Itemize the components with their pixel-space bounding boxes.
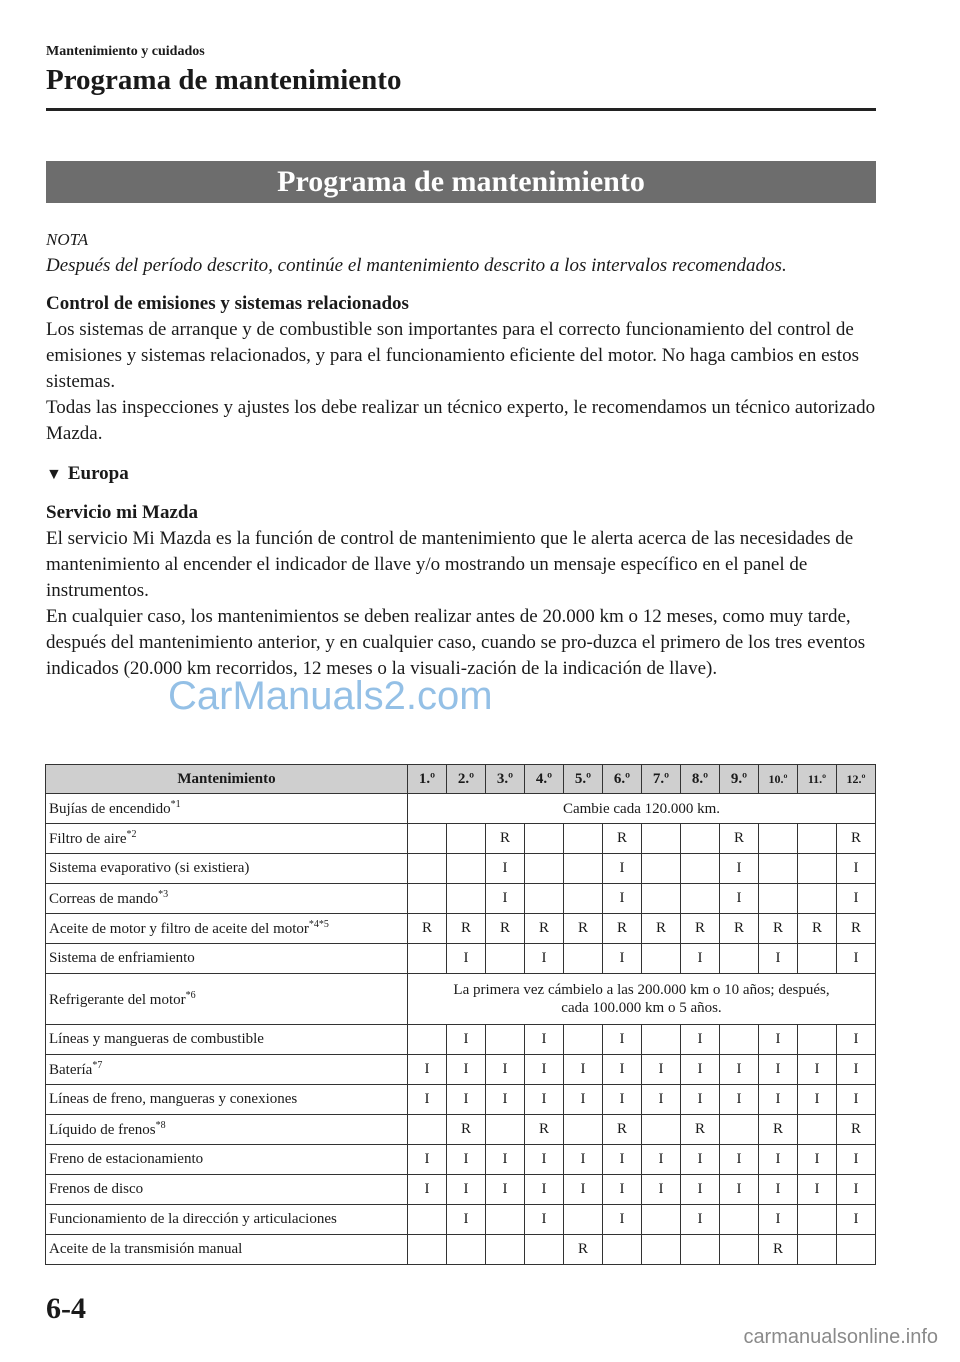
interval-cell: I (681, 944, 720, 974)
interval-cell (564, 1115, 603, 1145)
interval-cell: I (525, 1025, 564, 1055)
row-item (46, 824, 408, 854)
interval-cell (408, 1025, 447, 1055)
interval-cell: I (759, 1025, 798, 1055)
interval-cell (798, 854, 837, 884)
servicio-paragraph-2: En cualquier caso, los mantenimientos se deben realizar antes de 20.000 km o 12 meses, como muy tarde, después del mantenimiento anterior, y en cualquier caso, cuando se pro-duzca el primero de los tres eventos indicados (20.000 km recorridos, 12 meses o la visuali-zación de la indicación de llave). (46, 606, 866, 679)
interval-cell: R (447, 914, 486, 944)
interval-cell: R (603, 1115, 642, 1145)
row-item-label: Batería (49, 1062, 93, 1078)
table-row (46, 1055, 876, 1085)
row-item-label: Refrigerante del motor (49, 991, 186, 1008)
interval-cell (642, 1115, 681, 1145)
interval-cell (525, 854, 564, 884)
interval-cell: R (564, 914, 603, 944)
section-label: Mantenimiento y cuidados (46, 44, 205, 59)
interval-cell: I (447, 1025, 486, 1055)
span-note-line: cada 100.000 km o 5 años. (561, 1000, 722, 1016)
interval-cell: I (525, 1055, 564, 1085)
interval-cell (642, 884, 681, 914)
body-text (46, 227, 876, 682)
interval-cell: R (681, 1115, 720, 1145)
row-item (46, 1175, 408, 1205)
interval-cell: R (525, 914, 564, 944)
interval-cell (759, 824, 798, 854)
interval-cell: R (837, 824, 876, 854)
section-banner: Programa de mantenimiento (46, 161, 876, 203)
table-row (46, 914, 876, 944)
emissions-heading: Control de emisiones y sistemas relacionados (46, 293, 409, 314)
heading-divider (46, 108, 876, 111)
table-body (46, 794, 876, 1265)
interval-cell: I (447, 1145, 486, 1175)
interval-cell (486, 1205, 525, 1235)
interval-cell: I (447, 1175, 486, 1205)
interval-cell (720, 1235, 759, 1265)
interval-cell: I (564, 1085, 603, 1115)
interval-cell: I (837, 1085, 876, 1115)
interval-cell: I (720, 884, 759, 914)
interval-cell: I (525, 1085, 564, 1115)
row-item (46, 854, 408, 884)
interval-cell: I (486, 1175, 525, 1205)
row-span-note (408, 794, 876, 824)
interval-cell: R (642, 914, 681, 944)
row-item (46, 1235, 408, 1265)
row-item (46, 794, 408, 824)
interval-cell: R (408, 914, 447, 944)
header-interval: 9.º (720, 765, 759, 794)
interval-cell: I (408, 1085, 447, 1115)
row-item-label: Líneas y mangueras de combustible (49, 1031, 264, 1047)
interval-cell: I (720, 1055, 759, 1085)
row-item (46, 1145, 408, 1175)
row-item (46, 1085, 408, 1115)
interval-cell: R (681, 914, 720, 944)
row-item (46, 974, 408, 1025)
interval-cell: I (603, 884, 642, 914)
interval-cell: I (759, 1055, 798, 1085)
interval-cell (525, 824, 564, 854)
table-row (46, 854, 876, 884)
interval-cell (681, 884, 720, 914)
nota-text: Después del período descrito, continúe el mantenimiento descrito a los intervalos recomendados. (46, 255, 787, 276)
interval-cell (642, 944, 681, 974)
interval-cell (798, 824, 837, 854)
table-row (46, 944, 876, 974)
interval-cell: I (486, 884, 525, 914)
interval-cell (564, 1025, 603, 1055)
interval-cell: R (603, 914, 642, 944)
interval-cell: R (837, 914, 876, 944)
span-note-line: La primera vez cámbielo a las 200.000 km o 10 años; después, (453, 982, 830, 998)
interval-cell: R (486, 824, 525, 854)
interval-cell: I (837, 854, 876, 884)
interval-cell (681, 824, 720, 854)
servicio-heading: Servicio mi Mazda (46, 502, 198, 523)
interval-cell: I (525, 1175, 564, 1205)
interval-cell (447, 884, 486, 914)
interval-cell (408, 884, 447, 914)
europa-heading (46, 461, 876, 488)
interval-cell: I (642, 1085, 681, 1115)
header-item: Mantenimiento (46, 765, 408, 794)
interval-cell (408, 854, 447, 884)
header-interval: 12.º (837, 765, 876, 794)
interval-cell (642, 1235, 681, 1265)
interval-cell: I (837, 1055, 876, 1085)
row-span-note (408, 974, 876, 1025)
interval-cell: I (642, 1175, 681, 1205)
table-row (46, 1175, 876, 1205)
interval-cell (408, 1205, 447, 1235)
interval-cell: I (603, 854, 642, 884)
interval-cell (408, 824, 447, 854)
interval-cell: I (837, 1205, 876, 1235)
table-header-row (46, 765, 876, 794)
header-interval: 8.º (681, 765, 720, 794)
interval-cell (798, 884, 837, 914)
interval-cell (408, 944, 447, 974)
row-item (46, 1205, 408, 1235)
interval-cell (447, 854, 486, 884)
interval-cell (798, 1115, 837, 1145)
interval-cell: I (681, 1145, 720, 1175)
table-row (46, 794, 876, 824)
interval-cell: I (447, 1085, 486, 1115)
interval-cell (564, 854, 603, 884)
row-item-label: Frenos de disco (49, 1181, 144, 1197)
interval-cell: R (603, 824, 642, 854)
servicio-paragraph-1: El servicio Mi Mazda es la función de control de mantenimiento que le alerta acerca de las necesidades de mantenimiento al encender el indicador de llave y/o mostrando un mensaje específico en el panel de instrumentos. (46, 528, 854, 601)
interval-cell: I (798, 1175, 837, 1205)
row-item-footnote: *7 (92, 1060, 103, 1071)
interval-cell (564, 884, 603, 914)
header-interval: 10.º (759, 765, 798, 794)
interval-cell: I (603, 1025, 642, 1055)
interval-cell: R (525, 1115, 564, 1145)
table-row (46, 1085, 876, 1115)
interval-cell: I (564, 1145, 603, 1175)
interval-cell (798, 1025, 837, 1055)
interval-cell (447, 824, 486, 854)
interval-cell: I (720, 854, 759, 884)
header-interval: 6.º (603, 765, 642, 794)
interval-cell: R (759, 1115, 798, 1145)
interval-cell: I (525, 1145, 564, 1175)
interval-cell: R (798, 914, 837, 944)
interval-cell: I (447, 1055, 486, 1085)
interval-cell: I (720, 1085, 759, 1115)
interval-cell (798, 1235, 837, 1265)
row-item (46, 884, 408, 914)
interval-cell: I (837, 944, 876, 974)
row-item-label: Freno de estacionamiento (49, 1151, 204, 1167)
interval-cell: I (642, 1145, 681, 1175)
interval-cell: I (564, 1055, 603, 1085)
table-row (46, 1115, 876, 1145)
emissions-paragraph-1: Los sistemas de arranque y de combustible son importantes para el correcto funcionamiento del control de emisiones y sistemas relacionados, y para el funcionamiento eficiente del motor. No haga cambios en estos sistemas. (46, 319, 860, 392)
page-title: Programa de mantenimiento (46, 64, 402, 96)
triangle-down-icon: ▼ (46, 466, 62, 483)
row-item-footnote: *8 (155, 1120, 166, 1131)
emissions-paragraph-2: Todas las inspecciones y ajustes los debe realizar un técnico experto, le recomendamos un técnico autorizado Mazda. (46, 397, 876, 444)
interval-cell (720, 1025, 759, 1055)
interval-cell (759, 854, 798, 884)
interval-cell (525, 1235, 564, 1265)
interval-cell: R (447, 1115, 486, 1145)
interval-cell (798, 944, 837, 974)
interval-cell: I (603, 1055, 642, 1085)
interval-cell: I (642, 1055, 681, 1085)
interval-cell (681, 1235, 720, 1265)
interval-cell: R (720, 824, 759, 854)
interval-cell: I (603, 1085, 642, 1115)
header-interval: 7.º (642, 765, 681, 794)
row-item-footnote: *4*5 (308, 919, 329, 930)
row-item-label: Líquido de frenos (49, 1122, 156, 1138)
europa-label: Europa (67, 463, 129, 484)
interval-cell (759, 884, 798, 914)
row-item (46, 914, 408, 944)
interval-cell (408, 1235, 447, 1265)
interval-cell (486, 944, 525, 974)
table-row (46, 1205, 876, 1235)
interval-cell: R (486, 914, 525, 944)
interval-cell (447, 1235, 486, 1265)
interval-cell: I (603, 1205, 642, 1235)
interval-cell (564, 944, 603, 974)
interval-cell (525, 884, 564, 914)
interval-cell: R (720, 914, 759, 944)
interval-cell (642, 824, 681, 854)
interval-cell: I (447, 944, 486, 974)
interval-cell: I (837, 1145, 876, 1175)
interval-cell: I (720, 1145, 759, 1175)
table-row (46, 824, 876, 854)
interval-cell (486, 1025, 525, 1055)
interval-cell: R (837, 1115, 876, 1145)
row-item-footnote: *3 (158, 889, 169, 900)
maintenance-table (45, 764, 876, 1265)
interval-cell: I (681, 1175, 720, 1205)
row-item-label: Aceite de motor y filtro de aceite del motor (49, 921, 309, 937)
interval-cell (720, 1115, 759, 1145)
interval-cell: I (798, 1085, 837, 1115)
interval-cell: R (759, 914, 798, 944)
interval-cell (642, 1025, 681, 1055)
interval-cell: I (681, 1085, 720, 1115)
row-item-footnote: *1 (170, 799, 181, 810)
interval-cell: I (486, 1085, 525, 1115)
interval-cell: I (759, 1145, 798, 1175)
interval-cell: I (408, 1145, 447, 1175)
interval-cell (720, 944, 759, 974)
table-row (46, 1145, 876, 1175)
interval-cell: I (720, 1175, 759, 1205)
watermark: CarManuals2.com (168, 674, 493, 718)
interval-cell: I (798, 1055, 837, 1085)
interval-cell (837, 1235, 876, 1265)
nota-label: NOTA (46, 230, 89, 249)
interval-cell: I (603, 944, 642, 974)
interval-cell (603, 1235, 642, 1265)
interval-cell: I (798, 1145, 837, 1175)
interval-cell: I (408, 1175, 447, 1205)
row-item-label: Aceite de la transmisión manual (49, 1241, 243, 1257)
table-row (46, 974, 876, 1025)
interval-cell: I (525, 1205, 564, 1235)
header-interval: 5.º (564, 765, 603, 794)
header-interval: 2.º (447, 765, 486, 794)
interval-cell (486, 1115, 525, 1145)
interval-cell: I (837, 1175, 876, 1205)
row-item (46, 1055, 408, 1085)
interval-cell: I (837, 884, 876, 914)
row-item-footnote: *6 (185, 989, 196, 1001)
row-item-label: Filtro de aire (49, 831, 127, 847)
interval-cell (564, 1205, 603, 1235)
interval-cell (720, 1205, 759, 1235)
table-row (46, 1235, 876, 1265)
interval-cell: I (759, 944, 798, 974)
interval-cell: I (681, 1025, 720, 1055)
page-number: 6-4 (46, 1292, 86, 1325)
interval-cell: I (603, 1175, 642, 1205)
interval-cell (486, 1235, 525, 1265)
interval-cell (564, 824, 603, 854)
row-item (46, 944, 408, 974)
row-item-label: Correas de mando (49, 891, 159, 907)
row-item-label: Líneas de freno, mangueras y conexiones (49, 1091, 298, 1107)
interval-cell: I (759, 1175, 798, 1205)
interval-cell: I (447, 1205, 486, 1235)
interval-cell (408, 1115, 447, 1145)
interval-cell: I (486, 854, 525, 884)
row-item-label: Sistema evaporativo (si existiera) (49, 860, 250, 876)
interval-cell: I (681, 1055, 720, 1085)
row-item-footnote: *2 (126, 829, 137, 840)
row-item (46, 1115, 408, 1145)
header-interval: 3.º (486, 765, 525, 794)
interval-cell (798, 1205, 837, 1235)
row-item-label: Funcionamiento de la dirección y articulaciones (49, 1211, 337, 1227)
header-interval: 4.º (525, 765, 564, 794)
row-item-label: Bujías de encendido (49, 801, 171, 817)
interval-cell: I (759, 1085, 798, 1115)
table-row (46, 1025, 876, 1055)
row-item (46, 1025, 408, 1055)
interval-cell: R (759, 1235, 798, 1265)
interval-cell (642, 1205, 681, 1235)
interval-cell: R (564, 1235, 603, 1265)
interval-cell: I (837, 1025, 876, 1055)
interval-cell: I (408, 1055, 447, 1085)
span-note-line: Cambie cada 120.000 km. (562, 800, 721, 817)
interval-cell: I (681, 1205, 720, 1235)
interval-cell: I (603, 1145, 642, 1175)
interval-cell: I (759, 1205, 798, 1235)
interval-cell: I (525, 944, 564, 974)
row-item-label: Sistema de enfriamiento (49, 950, 195, 966)
interval-cell (642, 854, 681, 884)
footer-url: carmanualsonline.info (743, 1326, 938, 1348)
interval-cell (681, 854, 720, 884)
interval-cell: I (486, 1055, 525, 1085)
table-row (46, 884, 876, 914)
interval-cell: I (486, 1145, 525, 1175)
header-interval: 11.º (798, 765, 837, 794)
interval-cell: I (564, 1175, 603, 1205)
header-interval: 1.º (408, 765, 447, 794)
